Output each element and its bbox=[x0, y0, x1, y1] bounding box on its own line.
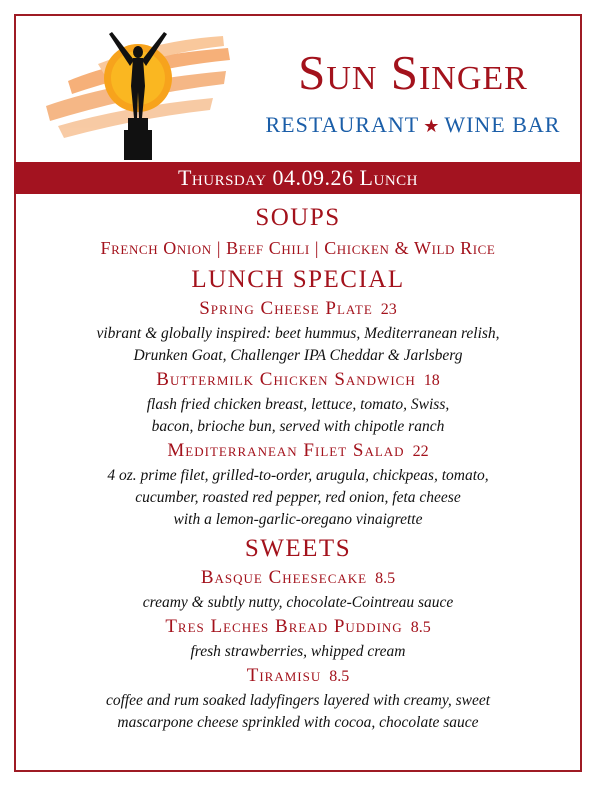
star-icon: ★ bbox=[423, 116, 441, 136]
item-price: 22 bbox=[412, 443, 429, 460]
item-title bbox=[20, 663, 576, 690]
item-desc-line: with a lemon-garlic-oregano vinaigrette bbox=[173, 511, 423, 528]
menu-item bbox=[20, 663, 576, 734]
item-price: 8.5 bbox=[375, 570, 396, 587]
item-price: 18 bbox=[423, 372, 440, 389]
item-description bbox=[20, 690, 576, 734]
item-desc-line: Drunken Goat, Challenger IPA Cheddar & Jarlsberg bbox=[133, 347, 463, 364]
brand-name: Sun Singer bbox=[298, 45, 528, 100]
date-banner: Thursday 04.09.26 Lunch bbox=[14, 162, 582, 194]
section-title-lunch-special: LUNCH SPECIAL bbox=[191, 266, 405, 293]
item-price: 8.5 bbox=[329, 668, 350, 685]
section-title-sweets: SWEETS bbox=[244, 535, 352, 562]
item-description bbox=[20, 323, 576, 367]
item-desc-line: 4 oz. prime filet, grilled-to-order, arugula, chickpeas, tomato, bbox=[107, 467, 489, 484]
sun-singer-logo bbox=[38, 26, 243, 166]
item-title bbox=[20, 296, 576, 323]
item-price: 8.5 bbox=[410, 619, 431, 636]
item-title bbox=[20, 438, 576, 465]
menu-item bbox=[20, 438, 576, 531]
item-desc-line: coffee and rum soaked ladyfingers layered with creamy, sweet bbox=[105, 692, 491, 709]
menu-content bbox=[20, 200, 576, 734]
item-desc-line: creamy & subtly nutty, chocolate-Cointreau sauce bbox=[142, 594, 454, 611]
brand-sub-restaurant: RESTAURANT bbox=[265, 112, 420, 137]
item-desc-line: mascarpone cheese sprinkled with cocoa, chocolate sauce bbox=[117, 714, 479, 731]
item-name: Tres Leches Bread Pudding bbox=[165, 616, 403, 637]
item-desc-line: fresh strawberries, whipped cream bbox=[190, 643, 406, 660]
item-desc-line: vibrant & globally inspired: beet hummus, Mediterranean relish, bbox=[96, 325, 500, 342]
section-title-soups: SOUPS bbox=[255, 204, 341, 231]
item-description bbox=[20, 465, 576, 531]
item-title bbox=[20, 614, 576, 641]
item-name: Spring Cheese Plate bbox=[199, 298, 373, 319]
item-price: 23 bbox=[380, 301, 397, 318]
brand-subtitle bbox=[246, 112, 580, 138]
item-name: Basque Cheesecake bbox=[200, 567, 368, 588]
item-name: Buttermilk Chicken Sandwich bbox=[156, 369, 416, 390]
soups-list: French Onion | Beef Chili | Chicken & Wild Rice bbox=[100, 238, 496, 258]
item-description bbox=[20, 641, 576, 663]
menu-item bbox=[20, 565, 576, 614]
item-description bbox=[20, 592, 576, 614]
menu-item bbox=[20, 614, 576, 663]
item-desc-line: flash fried chicken breast, lettuce, tomato, Swiss, bbox=[146, 396, 450, 413]
item-name: Tiramisu bbox=[246, 665, 322, 686]
item-title bbox=[20, 565, 576, 592]
menu-item bbox=[20, 367, 576, 438]
item-desc-line: bacon, brioche bun, served with chipotle ranch bbox=[151, 418, 445, 435]
item-description bbox=[20, 394, 576, 438]
item-name: Mediterranean Filet Salad bbox=[167, 440, 405, 461]
item-title bbox=[20, 367, 576, 394]
menu-item bbox=[20, 296, 576, 367]
brand-sub-wine-bar: WINE BAR bbox=[444, 112, 561, 137]
item-desc-line: cucumber, roasted red pepper, red onion, feta cheese bbox=[135, 489, 461, 506]
